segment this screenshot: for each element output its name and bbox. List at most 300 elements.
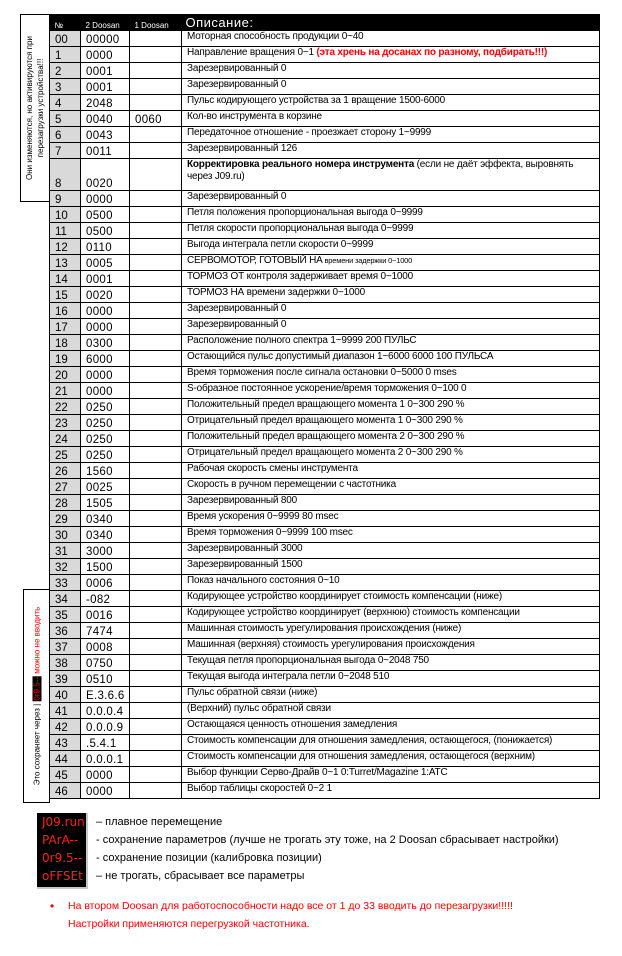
description-text: Стоимость компенсации для отношения замедления, остающегося, (понижается) (187, 735, 553, 746)
param-number: 3 (50, 79, 81, 95)
save-note-suffix: можно не вводить (32, 606, 41, 674)
param-description (182, 623, 600, 639)
table-row (50, 111, 600, 127)
value-doosan1 (130, 687, 182, 703)
value-doosan1 (130, 735, 182, 751)
description-text: Зарезервированный 1500 (187, 559, 303, 570)
param-number: 25 (50, 447, 81, 463)
param-number: 41 (50, 703, 81, 719)
value-doosan2: 0250 (81, 447, 130, 463)
value-doosan2: 0008 (81, 639, 130, 655)
value-doosan2: .5.4.1 (81, 735, 130, 751)
table-row (50, 399, 600, 415)
value-doosan2: 0250 (81, 399, 130, 415)
value-doosan1 (130, 575, 182, 591)
param-number: 22 (50, 399, 81, 415)
value-doosan2: 0250 (81, 431, 130, 447)
table-row (50, 559, 600, 575)
param-description (182, 687, 600, 703)
param-description (182, 671, 600, 687)
param-number: 39 (50, 671, 81, 687)
value-doosan2: 2048 (81, 95, 130, 111)
value-doosan2: 0000 (81, 47, 130, 63)
param-description (182, 191, 600, 207)
value-doosan1 (130, 495, 182, 511)
param-number: 16 (50, 303, 81, 319)
description-text: Расположение полного спектра 1~9999 200 ПУЛЬС (187, 335, 417, 346)
legend-desc-offset: – не трогать, сбрасывает все параметры (96, 870, 305, 882)
table-row (50, 191, 600, 207)
table-header-row (50, 14, 600, 31)
description-text: Передаточное отношение - проезжает сторону 1~9999 (187, 127, 432, 138)
table-row (50, 767, 600, 783)
value-doosan1 (130, 31, 182, 47)
param-number: 24 (50, 431, 81, 447)
table-row (50, 735, 600, 751)
value-doosan1 (130, 511, 182, 527)
value-doosan1 (130, 655, 182, 671)
header-doosan1: 1 Doosan (130, 14, 182, 31)
table-row (50, 687, 600, 703)
description-text: Машинная (верхняя) стоимость урегулирования происхождения (187, 639, 475, 650)
param-number: 35 (50, 607, 81, 623)
value-doosan2: 1500 (81, 559, 130, 575)
value-doosan2: 0001 (81, 63, 130, 79)
description-text: Зарезервированный 0 (187, 63, 287, 74)
value-doosan2: 0040 (81, 111, 130, 127)
value-doosan1 (130, 479, 182, 495)
value-doosan1 (130, 751, 182, 767)
value-doosan2: 0000 (81, 191, 130, 207)
value-doosan1 (130, 143, 182, 159)
param-description (182, 495, 600, 511)
value-doosan2: 0300 (81, 335, 130, 351)
param-number: 20 (50, 367, 81, 383)
header-num: № (50, 14, 81, 31)
description-text: S-образное постоянное ускорение/время торможения 0~100 0 (187, 383, 467, 394)
table-row (50, 127, 600, 143)
value-doosan2: 0500 (81, 207, 130, 223)
param-description (182, 767, 600, 783)
header-doosan2: 2 Doosan (81, 14, 130, 31)
description-text: Зарезервированный 3000 (187, 543, 303, 554)
value-doosan1 (130, 447, 182, 463)
value-doosan2: 0750 (81, 655, 130, 671)
param-number: 38 (50, 655, 81, 671)
value-doosan2: 3000 (81, 543, 130, 559)
description-text: Текущая выгода интеграла петли 0~2048 510 (187, 671, 390, 682)
description-text: Зарезервированный 800 (187, 495, 297, 506)
value-doosan2: 0001 (81, 271, 130, 287)
param-description (182, 271, 600, 287)
value-doosan1 (130, 415, 182, 431)
param-description (182, 479, 600, 495)
warning-note: (эта хрень на досанах по разному, подбирать!!!) (316, 47, 548, 58)
param-number: 30 (50, 527, 81, 543)
param-description (182, 607, 600, 623)
legend-code-org: 0r9.5-- (42, 851, 83, 865)
value-doosan1 (130, 591, 182, 607)
table-row (50, 639, 600, 655)
value-doosan2: 6000 (81, 351, 130, 367)
value-doosan1 (130, 639, 182, 655)
description-text: Выгода интеграла петли скорости 0~9999 (187, 239, 374, 250)
value-doosan2: 0250 (81, 415, 130, 431)
param-number: 14 (50, 271, 81, 287)
param-number: 6 (50, 127, 81, 143)
description-text: Зарезервированный 0 (187, 79, 287, 90)
value-doosan1 (130, 63, 182, 79)
param-description (182, 223, 600, 239)
table-row (50, 575, 600, 591)
param-description (182, 591, 600, 607)
description-text: Положительный предел вращающего момента 1 0~300 290 % (187, 399, 465, 410)
value-doosan2: 0020 (81, 287, 130, 303)
param-number: 12 (50, 239, 81, 255)
param-number: 32 (50, 559, 81, 575)
description-text: СЕРВОМОТОР, ГОТОВЫЙ НА (187, 255, 323, 266)
description-text: Выбор функции Серво-Драйв 0~1 0:Turret/Magazine 1:ATC (187, 767, 448, 778)
param-number: 33 (50, 575, 81, 591)
param-number: 2 (50, 63, 81, 79)
value-doosan1 (130, 79, 182, 95)
param-number: 42 (50, 719, 81, 735)
value-doosan1 (130, 383, 182, 399)
param-description (182, 559, 600, 575)
legend-desc-org: - сохранение позиции (калибровка позиции) (96, 852, 322, 864)
table-row (50, 383, 600, 399)
param-description (182, 63, 600, 79)
table-row (50, 143, 600, 159)
value-doosan2: 0043 (81, 127, 130, 143)
description-text: Стоимость компенсации для отношения замедления, остающегося (верхним) (187, 751, 535, 762)
table-row (50, 319, 600, 335)
value-doosan2: 0000 (81, 319, 130, 335)
table-row (50, 303, 600, 319)
value-doosan2: E.3.6.6 (81, 687, 130, 703)
value-doosan1 (130, 463, 182, 479)
param-number: 15 (50, 287, 81, 303)
description-text: Петля скорости пропорциональная выгода 0~9999 (187, 223, 414, 234)
value-doosan1 (130, 47, 182, 63)
display-codes-box (37, 813, 88, 889)
description-text: Пульс кодирующего устройства за 1 вращение 1500-6000 (187, 95, 445, 106)
value-doosan1 (130, 351, 182, 367)
param-description (182, 159, 600, 191)
description-text: Время ускорения 0~9999 80 msec (187, 511, 339, 522)
note-line-2: Настройки применяются перегрузкой частотника. (68, 918, 310, 930)
description-text: Время торможения после сигнала остановки 0~5000 0 mses (187, 367, 457, 378)
table-row (50, 511, 600, 527)
value-doosan1 (130, 431, 182, 447)
description-text: Показ начального состояния 0~10 (187, 575, 340, 586)
value-doosan1 (130, 623, 182, 639)
description-text: ТОРМОЗ ОТ контроля задерживает время 0~1000 (187, 271, 413, 282)
value-doosan1 (130, 127, 182, 143)
value-doosan1 (130, 159, 182, 191)
description-text: Зарезервированный 0 (187, 319, 287, 330)
param-description (182, 111, 600, 127)
table-row (50, 703, 600, 719)
value-doosan2: 0020 (81, 159, 130, 191)
description-text: Кодирующее устройство координирует (верхнюю) стоимость компенсации (187, 607, 520, 618)
param-number: 17 (50, 319, 81, 335)
description-text: Отрицательный предел вращающего момента 1 0~300 290 % (187, 415, 463, 426)
param-number: 34 (50, 591, 81, 607)
param-description (182, 79, 600, 95)
table-row (50, 447, 600, 463)
value-doosan1 (130, 271, 182, 287)
param-number: 45 (50, 767, 81, 783)
param-number: 37 (50, 639, 81, 655)
note-box-reboot-activation (20, 14, 50, 202)
table-row (50, 159, 600, 191)
note-box-save-via-org (23, 589, 50, 803)
table-row (50, 543, 600, 559)
description-text: ТОРМОЗ НА времени задержки 0~1000 (187, 287, 365, 298)
param-number: 13 (50, 255, 81, 271)
table-row (50, 351, 600, 367)
description-bold: Корректировка реального номера инструмента (187, 159, 415, 170)
legend-desc-param: - сохранение параметров (лучше не трогать эту тоже, на 2 Doosan сбрасывает настройки) (96, 834, 559, 846)
description-text: Моторная способность продукции 0~40 (187, 31, 364, 42)
table-row (50, 415, 600, 431)
value-doosan2: 1505 (81, 495, 130, 511)
description-text: Петля положения пропорциональная выгода 0~9999 (187, 207, 423, 218)
value-doosan1 (130, 239, 182, 255)
description-text: Зарезервированный 0 (187, 191, 287, 202)
param-number: 44 (50, 751, 81, 767)
table-row (50, 463, 600, 479)
param-description (182, 207, 600, 223)
value-doosan2: 0011 (81, 143, 130, 159)
param-number: 29 (50, 511, 81, 527)
param-description (182, 719, 600, 735)
value-doosan2: 1560 (81, 463, 130, 479)
value-doosan1 (130, 671, 182, 687)
param-description (182, 735, 600, 751)
param-description (182, 239, 600, 255)
notes-list (50, 897, 513, 933)
table-row (50, 239, 600, 255)
table-row (50, 63, 600, 79)
value-doosan1 (130, 543, 182, 559)
description-text: Скорость в ручном перемещении с частотника (187, 479, 396, 490)
param-description (182, 703, 600, 719)
table-row (50, 591, 600, 607)
table-row (50, 31, 600, 47)
param-description (182, 287, 600, 303)
value-doosan2: 0000 (81, 783, 130, 799)
legend-desc-jog: – плавное перемещение (96, 816, 223, 828)
value-doosan1 (130, 335, 182, 351)
value-doosan2: -082 (81, 591, 130, 607)
table-row (50, 671, 600, 687)
param-number: 9 (50, 191, 81, 207)
description-text: Направление вращения 0~1 (187, 47, 314, 58)
legend-code-jog: J09.run (42, 815, 85, 829)
param-number: 18 (50, 335, 81, 351)
description-text: Пульс обратной связи (ниже) (187, 687, 318, 698)
value-doosan1 (130, 367, 182, 383)
table-row (50, 431, 600, 447)
param-description (182, 751, 600, 767)
value-doosan1 (130, 527, 182, 543)
description-text: Зарезервированный 0 (187, 303, 287, 314)
param-description (182, 319, 600, 335)
value-doosan1 (130, 287, 182, 303)
value-doosan2: 0.0.0.1 (81, 751, 130, 767)
param-number: 26 (50, 463, 81, 479)
param-description (182, 31, 600, 47)
param-description (182, 127, 600, 143)
table-row (50, 95, 600, 111)
param-number: 4 (50, 95, 81, 111)
param-description (182, 431, 600, 447)
param-description (182, 367, 600, 383)
save-via-org-note (31, 607, 42, 786)
description-text: Выбор таблицы скоростей 0~2 1 (187, 783, 332, 794)
value-doosan1: 0060 (130, 111, 182, 127)
param-number: 31 (50, 543, 81, 559)
description-text: (если не даёт эффекта, выровнять через J09.ru) (187, 159, 574, 182)
value-doosan1 (130, 607, 182, 623)
table-row (50, 495, 600, 511)
parameters-table (49, 14, 600, 799)
param-description (182, 143, 600, 159)
value-doosan2: 0.0.0.4 (81, 703, 130, 719)
value-doosan1 (130, 783, 182, 799)
value-doosan2: 0005 (81, 255, 130, 271)
save-note-prefix: Это сохраняет через | (32, 703, 41, 786)
param-description (182, 543, 600, 559)
table-row (50, 207, 600, 223)
param-description (182, 47, 600, 63)
param-description (182, 527, 600, 543)
param-number: 27 (50, 479, 81, 495)
value-doosan2: 0016 (81, 607, 130, 623)
param-description (182, 447, 600, 463)
value-doosan1 (130, 719, 182, 735)
bullet-icon: • (50, 899, 55, 913)
param-number: 36 (50, 623, 81, 639)
value-doosan1 (130, 207, 182, 223)
header-description: Описание: (182, 14, 600, 31)
value-doosan2: 0000 (81, 303, 130, 319)
table-row (50, 527, 600, 543)
param-number: 5 (50, 111, 81, 127)
param-number: 7 (50, 143, 81, 159)
value-doosan2: 7474 (81, 623, 130, 639)
param-description (182, 575, 600, 591)
description-text: Кол-во инструмента в корзине (187, 111, 322, 122)
param-description (182, 383, 600, 399)
table-row (50, 367, 600, 383)
value-doosan2: 0.0.0.9 (81, 719, 130, 735)
value-doosan2: 0025 (81, 479, 130, 495)
description-text: Остающаяся ценность отношения замедления (187, 719, 398, 730)
value-doosan1 (130, 399, 182, 415)
param-description (182, 415, 600, 431)
table-row (50, 47, 600, 63)
table-row (50, 271, 600, 287)
description-text: (Верхний) пульс обратной связи (187, 703, 331, 714)
param-number: 21 (50, 383, 81, 399)
param-number: 43 (50, 735, 81, 751)
param-number: 28 (50, 495, 81, 511)
value-doosan1 (130, 191, 182, 207)
param-description (182, 655, 600, 671)
value-doosan1 (130, 255, 182, 271)
value-doosan2: 0110 (81, 239, 130, 255)
table-row (50, 623, 600, 639)
save-note-code: 0r9.5-- (32, 677, 41, 701)
value-doosan2: 0001 (81, 79, 130, 95)
table-body (50, 31, 600, 799)
description-text: Машинная стоимость урегулирования происхождения (ниже) (187, 623, 462, 634)
value-doosan2: 0000 (81, 367, 130, 383)
param-number: 10 (50, 207, 81, 223)
param-number: 11 (50, 223, 81, 239)
value-doosan2: 0500 (81, 223, 130, 239)
description-text: Положительный предел вращающего момента 2 0~300 290 % (187, 431, 465, 442)
param-description (182, 335, 600, 351)
value-doosan1 (130, 319, 182, 335)
value-doosan1 (130, 767, 182, 783)
value-doosan2: 0000 (81, 767, 130, 783)
description-text: Рабочая скорость смены инструмента (187, 463, 358, 474)
description-small: времени задержки 0~1000 (322, 256, 413, 265)
description-text: Кодирующее устройство координирует стоимость компенсации (ниже) (187, 591, 502, 602)
table-row (50, 255, 600, 271)
table-row (50, 607, 600, 623)
table-row (50, 751, 600, 767)
param-description (182, 303, 600, 319)
param-description (182, 399, 600, 415)
param-description (182, 639, 600, 655)
table-row (50, 335, 600, 351)
value-doosan2: 0000 (81, 383, 130, 399)
description-text: Остающийся пульс допустимый диапазон 1~6000 6000 100 ПУЛЬСА (187, 351, 494, 362)
value-doosan1 (130, 303, 182, 319)
value-doosan2: 0340 (81, 511, 130, 527)
note-line-1: На втором Doosan для работоспособности надо все от 1 до 33 вводить до перезагрузки!!!!! (68, 900, 513, 912)
description-text: Время торможения 0~9999 100 msec (187, 527, 353, 538)
table-row (50, 783, 600, 799)
value-doosan1 (130, 703, 182, 719)
description-text: Текущая петля пропорциональная выгода 0~2048 750 (187, 655, 429, 666)
table-row (50, 223, 600, 239)
param-description (182, 511, 600, 527)
value-doosan1 (130, 559, 182, 575)
table-row (50, 719, 600, 735)
table-row (50, 287, 600, 303)
param-number: 23 (50, 415, 81, 431)
param-number: 00 (50, 31, 81, 47)
param-number: 46 (50, 783, 81, 799)
legend-code-param: PArA-- (42, 833, 79, 847)
value-doosan2: 0510 (81, 671, 130, 687)
param-description (182, 351, 600, 367)
param-number: 40 (50, 687, 81, 703)
param-number: 1 (50, 47, 81, 63)
param-number: 19 (50, 351, 81, 367)
value-doosan1 (130, 223, 182, 239)
legend-code-offset: oFFSEt (42, 869, 83, 883)
description-text: Зарезервированный 126 (187, 143, 297, 154)
param-description (182, 255, 600, 271)
param-number: 8 (50, 159, 81, 191)
